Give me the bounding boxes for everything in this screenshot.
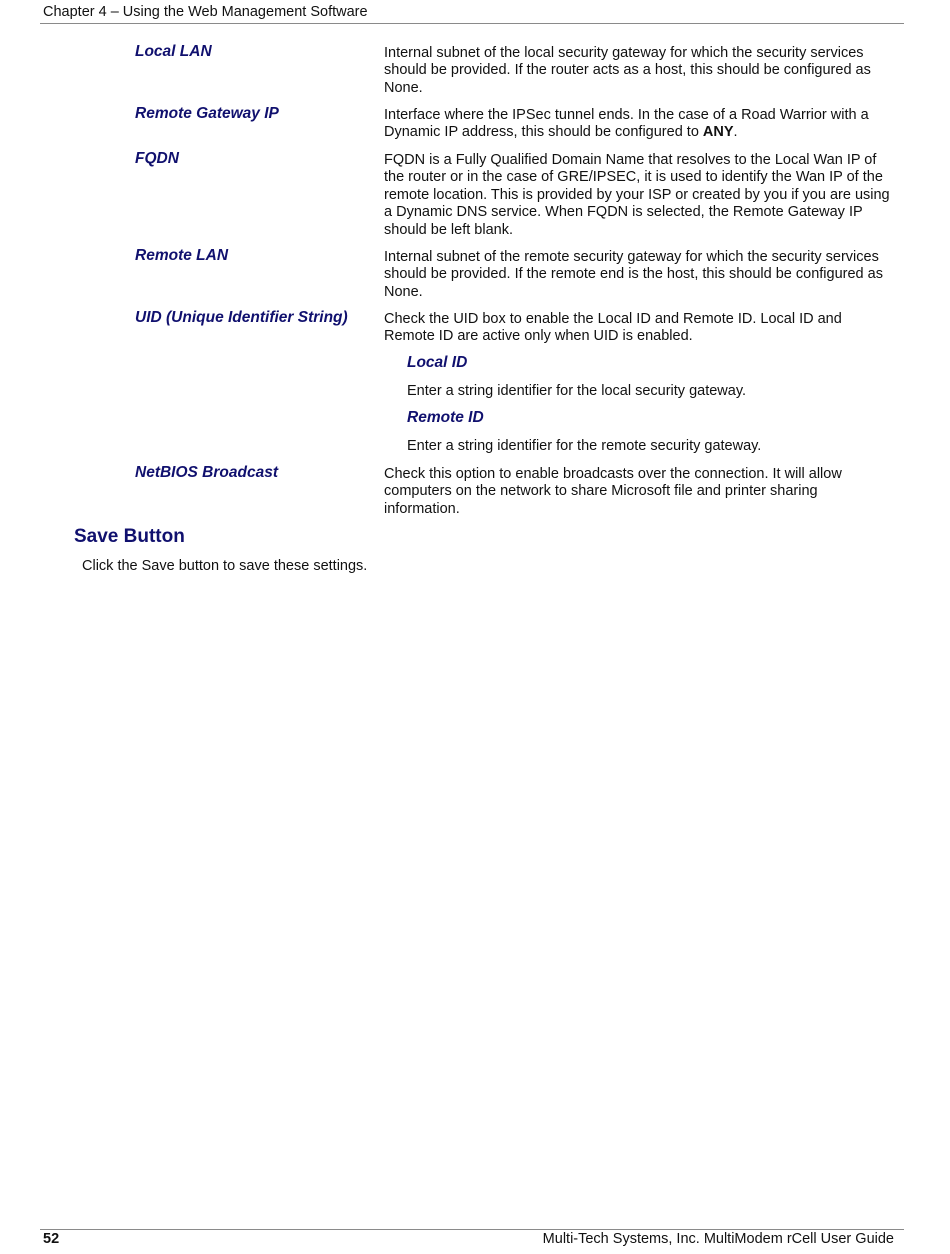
desc-local-lan: Internal subnet of the local security gateway for which the security services should be provided. If the router acts as a host, this should be configured as None. [384, 45, 871, 96]
term-local-lan: Local LAN [135, 43, 212, 60]
section-text-save-button: Click the Save button to save these settings. [82, 558, 368, 574]
desc-remote-gateway-ip [384, 107, 904, 142]
term-fqdn: FQDN [135, 150, 179, 167]
subdesc-remote-id: Enter a string identifier for the remote security gateway. [407, 438, 762, 454]
term-uid: UID (Unique Identifier String) [135, 309, 348, 326]
desc-remote-gateway-ip-bold: ANY [702, 124, 734, 141]
desc-netbios-broadcast: Check this option to enable broadcasts over the connection. It will allow computers on the network to share Microsoft file and printer sharing information. [384, 466, 842, 517]
subterm-local-id: Local ID [407, 354, 468, 371]
footer-rule [40, 1229, 904, 1230]
desc-remote-lan: Internal subnet of the remote security gateway for which the security services should be provided. If the remote end is the host, this should be configured as None. [384, 249, 895, 300]
desc-fqdn: FQDN is a Fully Qualified Domain Name that resolves to the Local Wan IP of the router or in the case of GRE/IPSEC, it is used to identify the Wan IP of the remote location. This is provided by your ISP or created by you if you are using a Dynamic DNS service. When FQDN is selected, the Remote Gateway IP should be left blank. [384, 152, 890, 238]
desc-remote-gateway-ip-end: . [733, 124, 738, 141]
page-number: 52 [43, 1231, 60, 1247]
desc-uid: Check the UID box to enable the Local ID and Remote ID. Local ID and Remote ID are active only when UID is enabled. [384, 311, 842, 345]
subterm-remote-id: Remote ID [407, 409, 484, 426]
footer-title: Multi-Tech Systems, Inc. MultiModem rCell User Guide [542, 1231, 894, 1247]
term-remote-lan: Remote LAN [135, 247, 229, 264]
running-header: Chapter 4 – Using the Web Management Software [43, 4, 368, 20]
subdesc-local-id: Enter a string identifier for the local security gateway. [407, 383, 747, 399]
header-rule [40, 23, 904, 24]
term-netbios-broadcast: NetBIOS Broadcast [135, 464, 278, 481]
desc-remote-gateway-ip-text: Interface where the IPSec tunnel ends. In the case of a Road Warrior with a Dynamic IP address, this should be configured to [384, 107, 869, 141]
term-remote-gateway-ip: Remote Gateway IP [135, 105, 279, 122]
section-title-save-button: Save Button [74, 526, 185, 547]
